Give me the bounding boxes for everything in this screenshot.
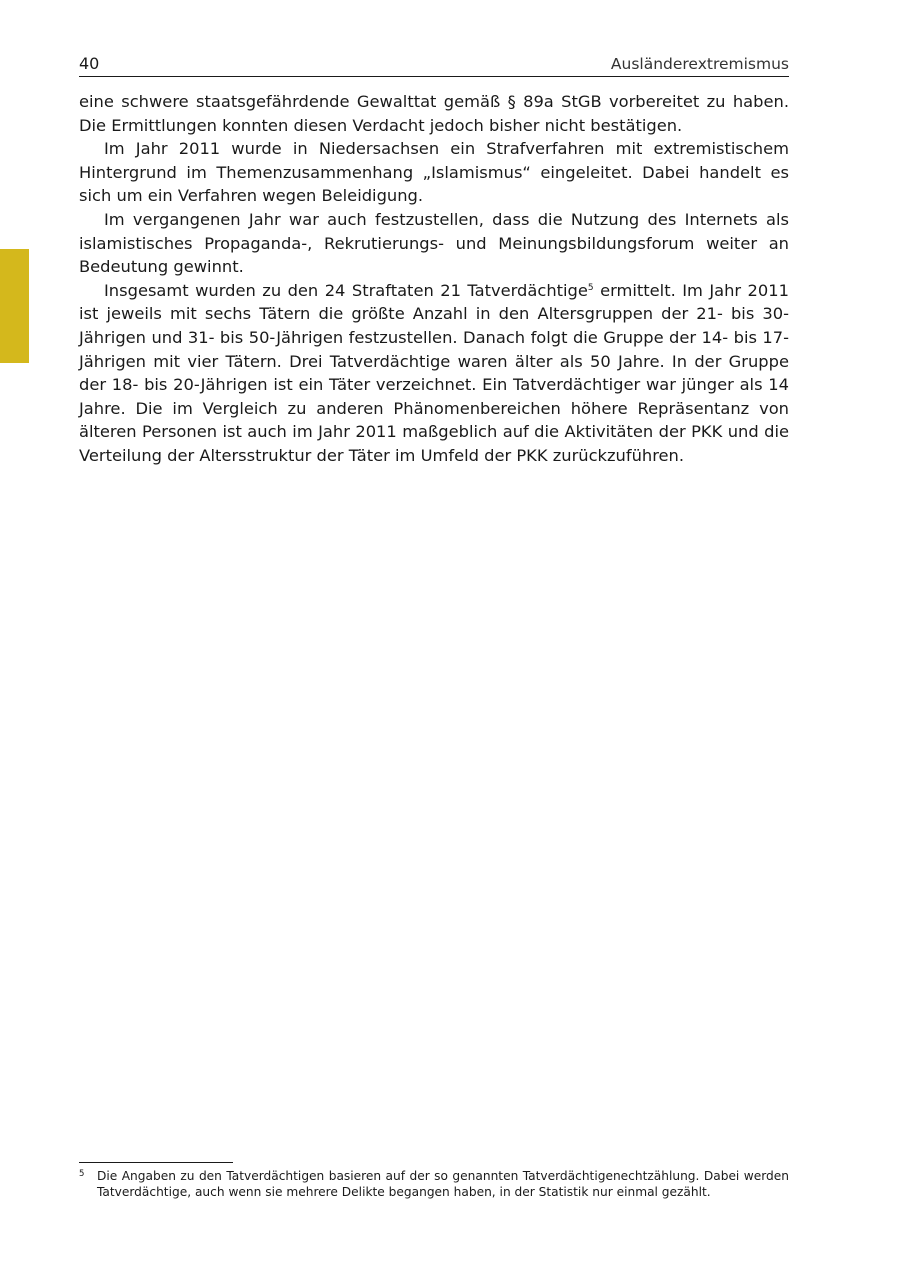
footnote-reference[interactable]: 5 bbox=[587, 282, 594, 293]
footnote-divider bbox=[79, 1162, 233, 1163]
main-text bbox=[79, 90, 789, 468]
paragraph-2: Im Jahr 2011 wurde in Niedersachsen ein Strafverfahren mit extremistischem Hintergrund im Themenzusammenhang „Islamismus“ eingeleitet. Dabei handelt es sich um ein Verfahren wegen Beleidigung. bbox=[79, 139, 789, 206]
paragraph-3: Im vergangenen Jahr war auch festzustellen, dass die Nutzung des Internets als islamistisches Propaganda-, Rekrutierungs- und Meinungsbildungsforum weiter an Bedeutung gewinnt. bbox=[79, 209, 789, 277]
running-head: Ausländerextremismus bbox=[610, 55, 789, 73]
paragraph-4 bbox=[79, 279, 789, 468]
paragraph-1: eine schwere staatsgefährdende Gewalttat gemäß § 89a StGB vorbereitet zu haben. Die Ermittlungen konnten diesen Verdacht jedoch bisher nicht bestätigen. bbox=[79, 92, 789, 135]
paragraph-4-text-end: ermittelt. Im Jahr 2011 ist jeweils mit sechs Tätern die größte Anzahl in den Altersgruppen der 21- bis 30-Jährigen und 31- bis 50-Jährigen festzustellen. Danach folgt die Gruppe der 14- bis 17-Jährigen mit vier Tätern. Drei Tatverdächtige waren älter als 50 Jahre. In der Gruppe der 18- bis 20-Jährigen ist ein Täter verzeichnet. Ein Tatverdächtiger war jünger als 14 Jahre. Die im Vergleich zu anderen Phänomenbereichen höhere Repräsentanz von älteren Personen ist auch im Jahr 2011 maßgeblich auf die Aktivitäten der PKK und die Verteilung der Altersstruktur der Täter im Umfeld der PKK zurückzuführen. bbox=[79, 280, 789, 465]
section-color-tab bbox=[0, 249, 29, 363]
paragraph-4-text-start: Insgesamt wurden zu den 24 Straftaten 21 Tatverdächtige bbox=[104, 280, 588, 300]
footnote-mark: 5 bbox=[79, 1169, 85, 1179]
page-number: 40 bbox=[79, 54, 100, 73]
footnote-text: Die Angaben zu den Tatverdächtigen basieren auf der so genannten Tatverdächtigenechtzählung. Dabei werden Tatverdächtige, auch wenn sie mehrere Delikte begangen haben, in der Statistik nur einmal gezählt. bbox=[97, 1169, 789, 1199]
page-header bbox=[79, 52, 789, 77]
footnote bbox=[79, 1168, 789, 1200]
